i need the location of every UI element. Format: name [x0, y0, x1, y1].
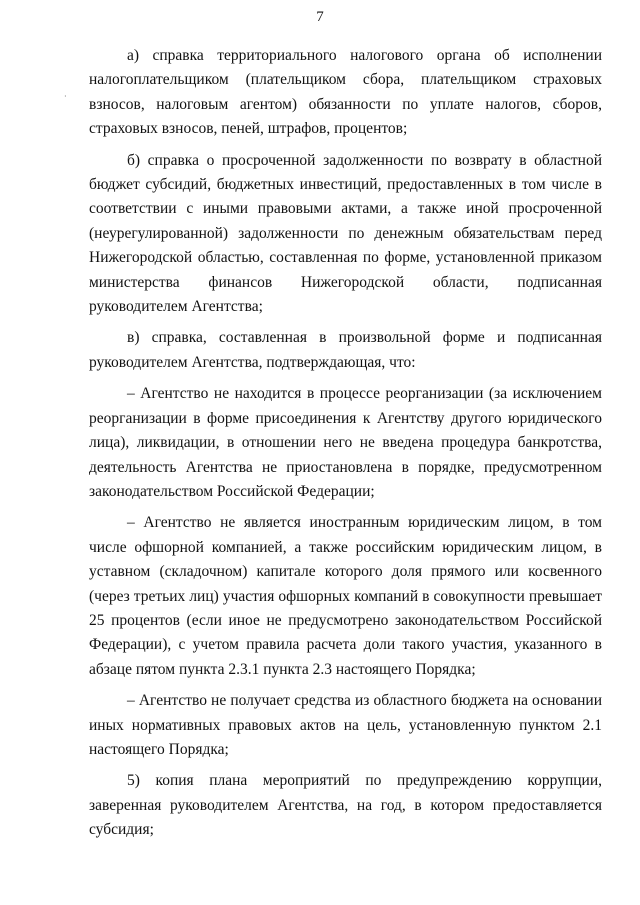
document-body [89, 44, 602, 843]
list-item-funding: – Агентство не получает средства из областного бюджета на основании иных нормативных правовых актов на цель, установленную пунктом 2.1 настоящего Порядка; [89, 692, 602, 758]
paragraph-5: 5) копия плана мероприятий по предупреждению коррупции, заверенная руководителем Агентства, на год, в котором предоставляется субсидия; [89, 772, 602, 839]
paragraph-c: в) справка, составленная в произвольной форме и подписанная руководителем Агентства, подтверждающая, что: [89, 329, 602, 371]
list-item-reorganization: – Агентство не находится в процессе реорганизации (за исключением реорганизации в форме присоединения к Агентству другого юридического лица), ликвидации, в отношении него не введена процедура банкротства, деятельность Агентства не приостановлена в порядке, предусмотренном законодательством Российской Федерации; [89, 385, 602, 500]
page-number: 7 [316, 9, 324, 25]
paragraph-a: а) справка территориального налогового органа об исполнении налогоплательщиком (плательщиком сбора, плательщиком страховых взносов, налоговым агентом) обязанности по уплате налогов, сборов, страховых взносов, пеней, штрафов, процентов; [89, 47, 602, 138]
paragraph-b: б) справка о просроченной задолженности по возврату в областной бюджет субсидий, бюджетных инвестиций, предоставленных в том числе в соответствии с иными правовыми актами, а также иной просроченной (неурегулированной) задолженности по денежным обязательствам перед Нижегородской областью, составленная по форме, установленной приказом министерства финансов Нижегородской области, подписанная руководителем Агентства; [89, 151, 602, 316]
list-item-offshore: – Агентство не является иностранным юридическим лицом, в том числе офшорной компанией, а также российским юридическим лицом, в уставном (складочном) капитале которого доля прямого или косвенного (через третьих лиц) участия офшорных компаний в совокупности превышает 25 процентов (если иное не предусмотрено законодательством Российской Федерации), с учетом правила расчета доли такого участия, указанного в абзаце пятом пункта 2.3.1 пункта 2.3 настоящего Порядка; [89, 514, 602, 678]
margin-mark: · [64, 92, 67, 101]
